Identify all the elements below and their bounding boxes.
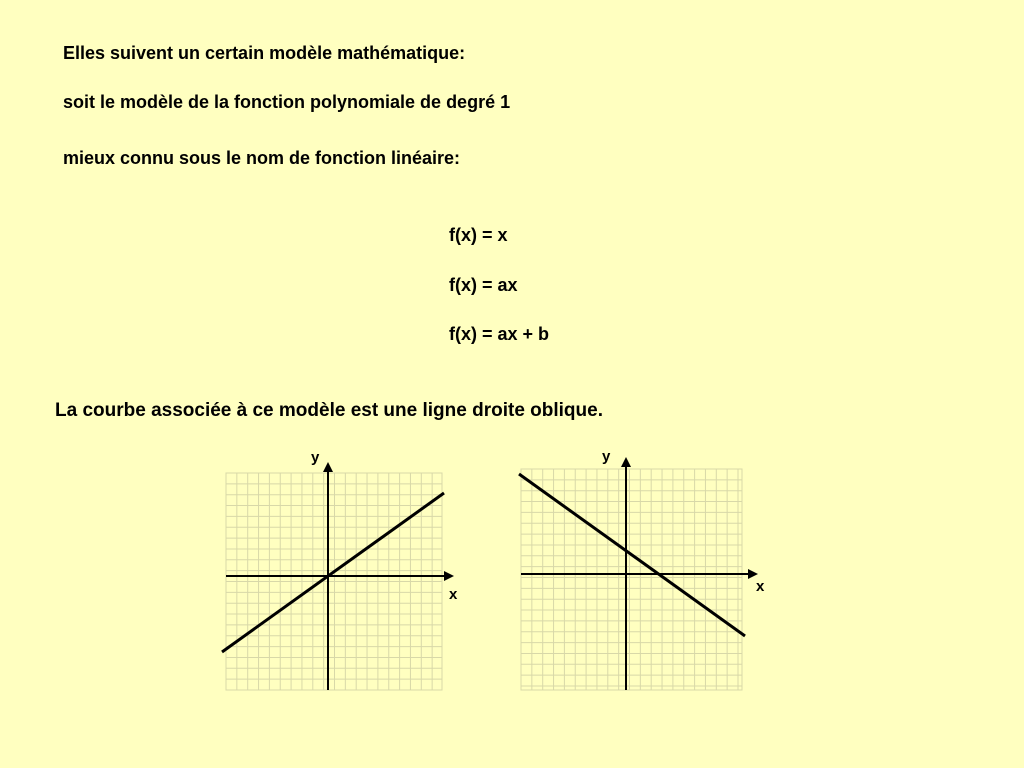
intro-line: Elles suivent un certain modèle mathématique: — [63, 43, 466, 63]
x-axis-label-left: x — [449, 586, 458, 603]
known-as-line: mieux connu sous le nom de fonction linéaire: — [63, 148, 461, 168]
grid-border — [521, 469, 742, 690]
conclusion-line: La courbe associée à ce modèle est une ligne droite oblique. — [55, 400, 603, 421]
grid-right — [521, 469, 742, 690]
y-axis-label-right: y — [602, 448, 611, 465]
formula-affine: f(x) = ax + b — [449, 324, 550, 344]
function-line-decreasing — [519, 474, 745, 636]
x-axis-label-right: x — [756, 578, 765, 595]
formula-proportional: f(x) = ax — [449, 275, 518, 295]
y-axis-label-left: y — [311, 449, 320, 466]
y-axis-arrow-right — [621, 457, 631, 467]
formula-identity: f(x) = x — [449, 225, 508, 245]
model-line: soit le modèle de la fonction polynomiale de degré 1 — [63, 92, 511, 112]
